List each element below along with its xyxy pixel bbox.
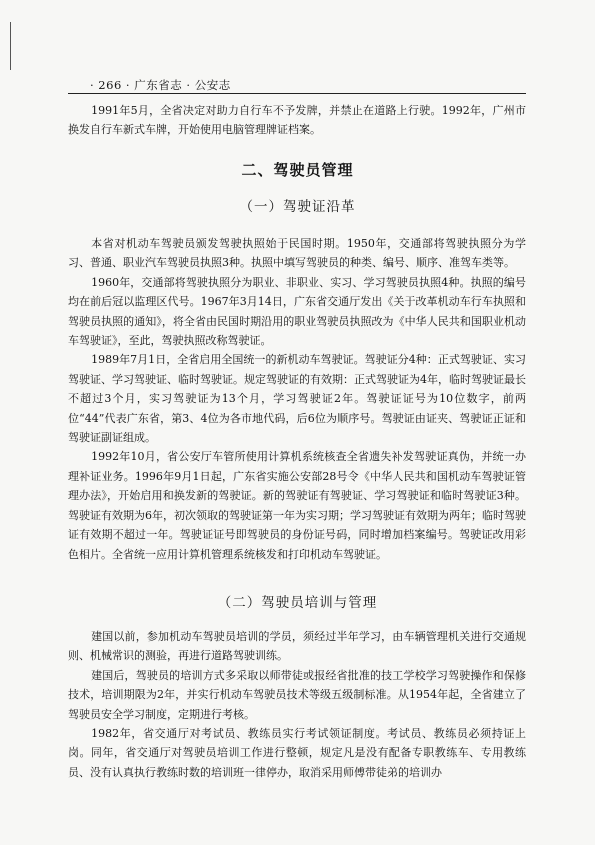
- scan-edge-mark: [10, 22, 11, 70]
- running-head: · 266 · 广东省志 · 公安志: [90, 78, 231, 92]
- paragraph: 1960年，交通部将驾驶执照分为职业、非职业、实习、学习驾驶员执照4种。执照的编号均在前后冠以监理区代号。1967年3月14日，广东省交通厅发出《关于改革机动车行车执照和驾驶员执照的通知》，将全省由民国时期沿用的职业驾驶员执照改为《中华人民共和国职业机动车驾驶证》，至此，驾驶执照改称驾驶证。: [68, 275, 526, 348]
- section-title: 二、驾驶员管理: [241, 161, 354, 179]
- paragraph: 本省对机动车驾驶员颁发驾驶执照始于民国时期。1950年，交通部将驾驶执照分为学习、普通、职业汽车驾驶员执照3种。执照中填写驾驶员的种类、编号、顺序、准驾车类等。: [68, 237, 526, 270]
- paragraph: 建国以前，参加机动车驾驶员培训的学员，须经过半年学习，由车辆管理机关进行交通规则、机械常识的测验，再进行道路驾驶训练。: [68, 630, 526, 663]
- header-rule: [68, 93, 526, 94]
- subsection-2-body: [68, 627, 526, 782]
- paragraph: 建国后，驾驶员的培训方式多采取以师带徒或报经省批准的技工学校学习驾驶操作和保修技术，培训期限为2年，并实行机动车驾驶员技术等级五级制标准。从1954年起，全省建立了驾驶员安全学习制度，定期进行考核。: [68, 668, 526, 721]
- paragraph: 1991年5月，全省决定对助力自行车不予发牌，并禁止在道路上行驶。1992年，广州市换发自行车新式车牌，开始使用电脑管理牌证档案。: [68, 104, 526, 137]
- subsection-title-1: （一）驾驶证沿革: [239, 199, 356, 215]
- paragraph: 1989年7月1日，全省启用全国统一的新机动车驾驶证。驾驶证分4种：正式驾驶证、实习驾驶证、学习驾驶证、临时驾驶证。规定驾驶证的有效期：正式驾驶证为4年，临时驾驶证最长不超过3个月，实习驾驶证为13个月，学习驾驶证2年。驾驶证证号为10位数字，前两位“44”代表广东省，第3、4位为各市地代码，后6位为顺序号。驾驶证由证夹、驾驶证正证和驾驶证副证组成。: [68, 353, 526, 445]
- subsection-1-body: [68, 234, 526, 564]
- intro-block: [68, 101, 526, 140]
- subsection-title-2: （二）驾驶员培训与管理: [217, 595, 378, 611]
- paragraph: 1992年10月，省公安厅车管所使用计算机系统核查全省遗失补发驾驶证真伪，并统一办理补证业务。1996年9月1日起，广东省实施公安部28号令《中华人民共和国机动车驾驶证管理办法》，开始启用和换发新的驾驶证。新的驾驶证有驾驶证、学习驾驶证和临时驾驶证3种。驾驶证有效期为6年，初次领取的驾驶证第一年为实习期；学习驾驶证有效期为两年；临时驾驶证有效期不超过一年。驾驶证证号即驾驶员的身份证号码，同时增加档案编号。驾驶证改用彩色相片。全省统一应用计算机管理系统核发和打印机动车驾驶证。: [68, 450, 526, 561]
- paragraph: 1982年，省交通厅对考试员、教练员实行考试领证制度。考试员、教练员必须持证上岗。同年，省交通厅对驾驶员培训工作进行整顿，规定凡是没有配备专职教练车、专用教练员、没有认真执行教练时数的培训班一律停办，取消采用师傅带徒弟的培训办: [68, 727, 526, 779]
